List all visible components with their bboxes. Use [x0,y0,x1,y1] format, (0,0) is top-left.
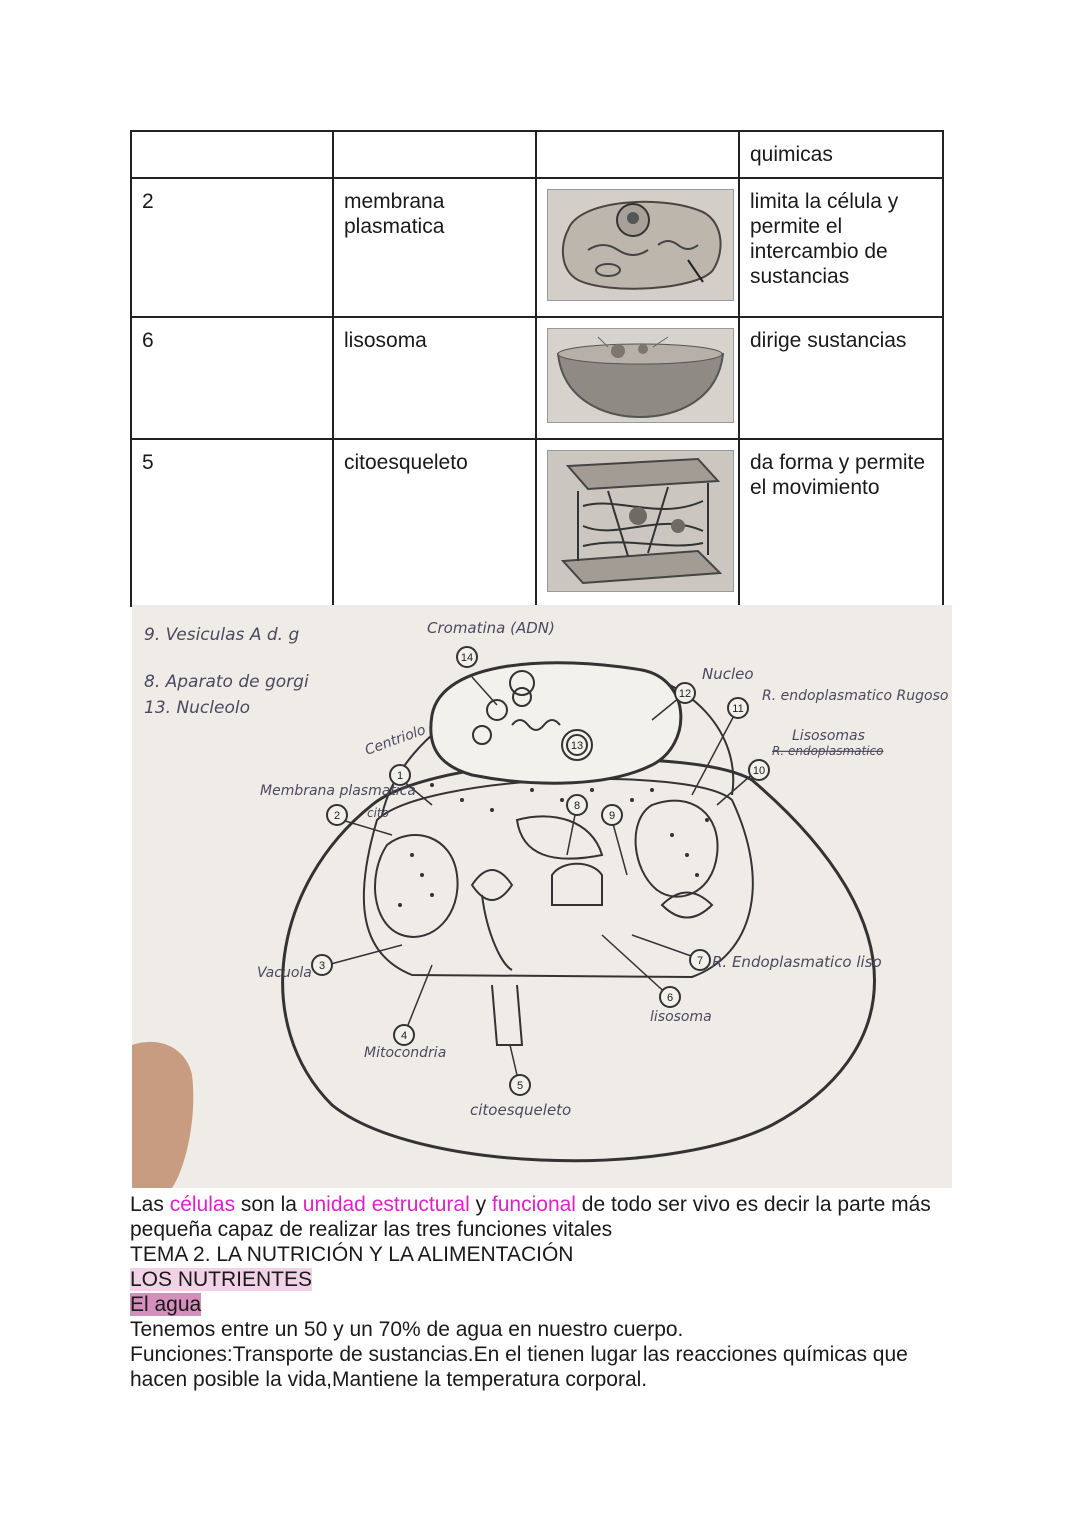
label-lisosoma: lisosoma [650,1009,712,1025]
label-membrana: Membrana plasmatica [260,783,416,799]
text-fragment: Las [130,1193,170,1216]
highlight-agua: El agua [130,1293,202,1316]
row-number [131,131,333,178]
table-row [131,317,943,439]
subheading-agua [130,1292,960,1317]
table-row [131,178,943,317]
diagram-number: 3 [318,960,326,972]
organelle-function: dirige sustancias [739,317,943,439]
diagram-number: 11 [732,703,744,715]
cell-diagram-photo [132,605,952,1188]
notes-text [130,1192,960,1392]
thumb-icon [132,1042,193,1188]
term-funcional: funcional [491,1193,576,1216]
text-fragment: son la [235,1193,303,1216]
label-cromatina: Cromatina (ADN) [427,619,555,637]
label-rer: R. endoplasmatico Rugoso [762,688,949,704]
diagram-number: 4 [400,1030,408,1042]
row-number: 5 [131,439,333,606]
organelle-function: da forma y permite el movimiento [739,439,943,606]
section-heading: TEMA 2. LA NUTRICIÓN Y LA ALIMENTACIÓN [130,1243,574,1266]
label-rel-struck: R. endoplasmatico [772,744,884,758]
cell-definition [130,1192,960,1242]
label-mitocondria: Mitocondria [364,1045,447,1061]
organelle-image-cell [536,439,739,606]
organelle-table [130,130,944,607]
diagram-number: 13 [570,740,584,752]
label-rel: R. Endoplasmatico liso [712,953,882,971]
note-nucleolo: 13. Nucleolo [144,698,250,718]
diagram-number: 10 [752,765,766,777]
table-row [131,439,943,606]
text-fragment: y [469,1193,492,1216]
cell-diagram [132,605,952,1188]
label-lisosomas: Lisosomas [792,728,865,744]
diagram-number: 1 [396,770,404,782]
row-number: 6 [131,317,333,439]
cell-photo-icon [547,189,734,301]
organelle-function: quimicas [739,131,943,178]
water-functions-text: Funciones:Transporte de sustancias.En el tienen lugar las reacciones químicas que hacen posible la vida,Mantiene la temperatura corporal. [130,1343,908,1391]
organelle-name [333,131,536,178]
diagram-number: 14 [460,652,474,664]
diagram-number: 5 [516,1080,524,1092]
term-celulas: células [169,1193,236,1216]
label-vacuola: Vacuola [257,965,312,981]
subheading-nutrientes [130,1267,960,1292]
diagram-number: 8 [573,800,581,812]
note-aparato: 8. Aparato de gorgi [144,672,309,692]
diagram-number: 9 [608,810,616,822]
water-percentage-text: Tenemos entre un 50 y un 70% de agua en nuestro cuerpo. [130,1318,684,1341]
text-fragment: de todo ser vivo es decir la parte más pequeña capaz de realizar las tres funciones vitales [130,1193,931,1241]
label-cito: cito [367,806,389,820]
diagram-number: 2 [333,810,341,822]
organelle-name: membrana plasmatica [333,178,536,317]
label-citoesqueleto: citoesqueleto [470,1101,572,1119]
cytoskeleton-photo-icon [547,450,734,592]
organelle-name: lisosoma [333,317,536,439]
term-unidad-estructural: unidad estructural [302,1193,470,1216]
organelle-image-cell [536,178,739,317]
diagram-number: 6 [666,992,674,1004]
organelle-image-cell [536,131,739,178]
highlight-nutrientes: LOS NUTRIENTES [130,1268,313,1291]
row-number: 2 [131,178,333,317]
diagram-number: 7 [696,955,704,967]
table-row [131,131,943,178]
label-centriolo: Centriolo [362,722,428,759]
organelle-function: limita la célula y permite el intercambio de sustancias [739,178,943,317]
diagram-number: 12 [678,688,692,700]
organelle-image-cell [536,317,739,439]
note-vesiculas: 9. Vesiculas A d. g [144,625,300,645]
organelle-name: citoesqueleto [333,439,536,606]
label-nucleo: Nucleo [702,665,754,683]
lysosome-photo-icon [547,328,734,423]
